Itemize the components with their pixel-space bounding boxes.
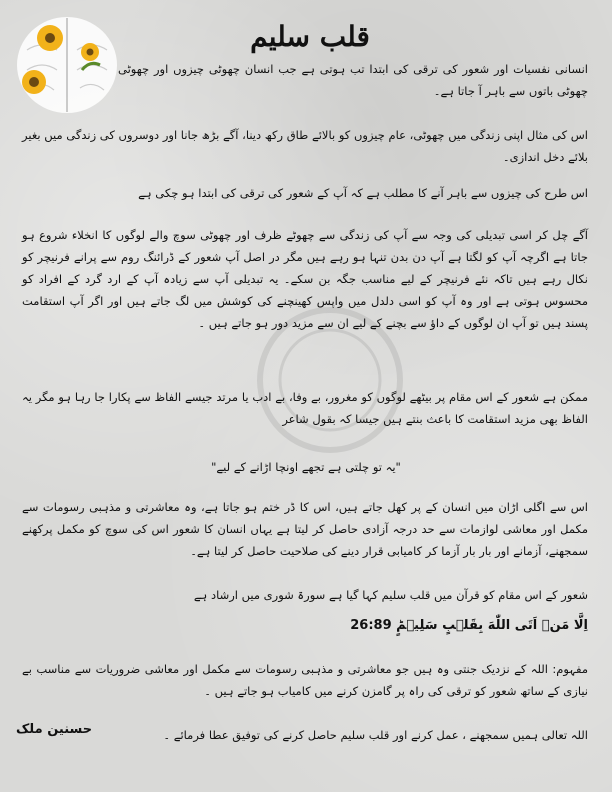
paragraph-7: شعور کے اس مقام کو قرآن میں قلب سلیم کہا گیا ہے سورۃ شوری میں ارشاد ہے bbox=[193, 588, 588, 602]
poetry-verse: "یہ تو چلتی ہے تجھے اونچا اڑانے کے لیے" bbox=[211, 460, 401, 474]
sunflower-icon bbox=[37, 25, 63, 51]
paragraph-2: اس کی مثال اپنی زندگی میں چھوٹی، عام چیزوں کو بالائے طاق رکھ دینا، آگے بڑھ جانا اور دوسروں کی زندگی میں بغیر بلائے دخل اندازی۔ bbox=[22, 128, 588, 164]
paragraph-4: آگے چل کر اسی تبدیلی کی وجہ سے آپ کی زندگی سے چھوٹے ظرف اور چھوٹی سوچ والے لوگوں کا انخلاء شروع ہو جاتا ہے اگرچہ آپ کو لگتا ہے آپ دن بدن تنہا ہو رہے ہیں مگر در اصل آپ شعور کے ڈرائنگ روم سے پرانے فرنیچر کو نکال رہے ہیں تاکہ نئے فرنیچر کے لیے مناسب جگہ بن سکے۔ یہ تبدیلی آپ سے زیادہ آپ کے ارد گرد کے افراد کو محسوس ہوتی ہے اور وہ آپ کو اسی دلدل میں واپس کھینچنے کی کوشش میں لگ جاتے ہیں اور اگر آپ استقامت پسند ہیں تو آپ ان لوگوں کے داؤ سے بچنے کے لیے ان سے مزید دور ہو جاتے ہیں ۔ bbox=[22, 228, 588, 330]
paragraph-3: اس طرح کی چیزوں سے باہر آنے کا مطلب ہے کہ آپ کے شعور کی ترقی کی ابتدا ہو چکی ہے bbox=[138, 186, 588, 200]
paragraph-5: ممکن ہے شعور کے اس مقام پر بیٹھے لوگوں کو مغرور، بے وفا، بے ادب یا مرتد جیسے الفاظ سے پکارا جا رہا ہو مگر یہ الفاظ بھی مزید استقامت کا باعث بنتے ہیں جیسا کہ بقول شاعر bbox=[22, 390, 588, 426]
brain-flowers-image bbox=[12, 10, 122, 120]
quran-verse: اِلَّا مَنۡ اَتَى اللّٰهَ بِقَلۡبٍ سَلِيۡمٍؕ 26:89 bbox=[350, 618, 588, 633]
paragraph-6: اس سے اگلی اڑان میں انسان کے پر کھل جاتے ہیں، اس کا ڈر ختم ہو جاتا ہے، وہ معاشرتی و مذہبی رسومات سے مکمل اور معاشی لوازمات سے حد درجہ آزادی حاصل کر لیتا ہے یہاں انسان کا شعور اس کی سوچ کو مکمل پرکھنے سمجھنے، آزمانے اور بار بار آزما کر کامیابی قرار دینے کی صلاحیت حاصل کر لیتا ہے۔ bbox=[22, 500, 588, 558]
closing-prayer: اللہ تعالی ہمیں سمجھنے ، عمل کرنے اور قلب سلیم حاصل کرنے کی توفیق عطا فرمائے ۔ bbox=[163, 728, 588, 742]
author-name: حسنین ملک bbox=[16, 722, 93, 737]
page-title: قلب سلیم bbox=[250, 20, 370, 53]
paragraph-1: انسانی نفسیات اور شعور کی ترقی کی ابتدا تب ہوتی ہے جب انسان چھوٹی چیزوں اور چھوٹی چھوٹی باتوں سے باہر آ جاتا ہے۔ bbox=[118, 62, 588, 98]
sunflower-icon bbox=[81, 43, 99, 61]
paragraph-meaning: مفہوم: اللہ کے نزدیک جنتی وہ ہیں جو معاشرتی و مذہبی رسومات سے مکمل اور معاشی ضروریات سے مناسب بے نیازی کے ساتھ شعور کو ترقی کی راہ پر گامزن کرنے میں کامیاب ہو جاتے ہیں ۔ bbox=[22, 662, 588, 698]
sunflower-icon bbox=[22, 70, 46, 94]
